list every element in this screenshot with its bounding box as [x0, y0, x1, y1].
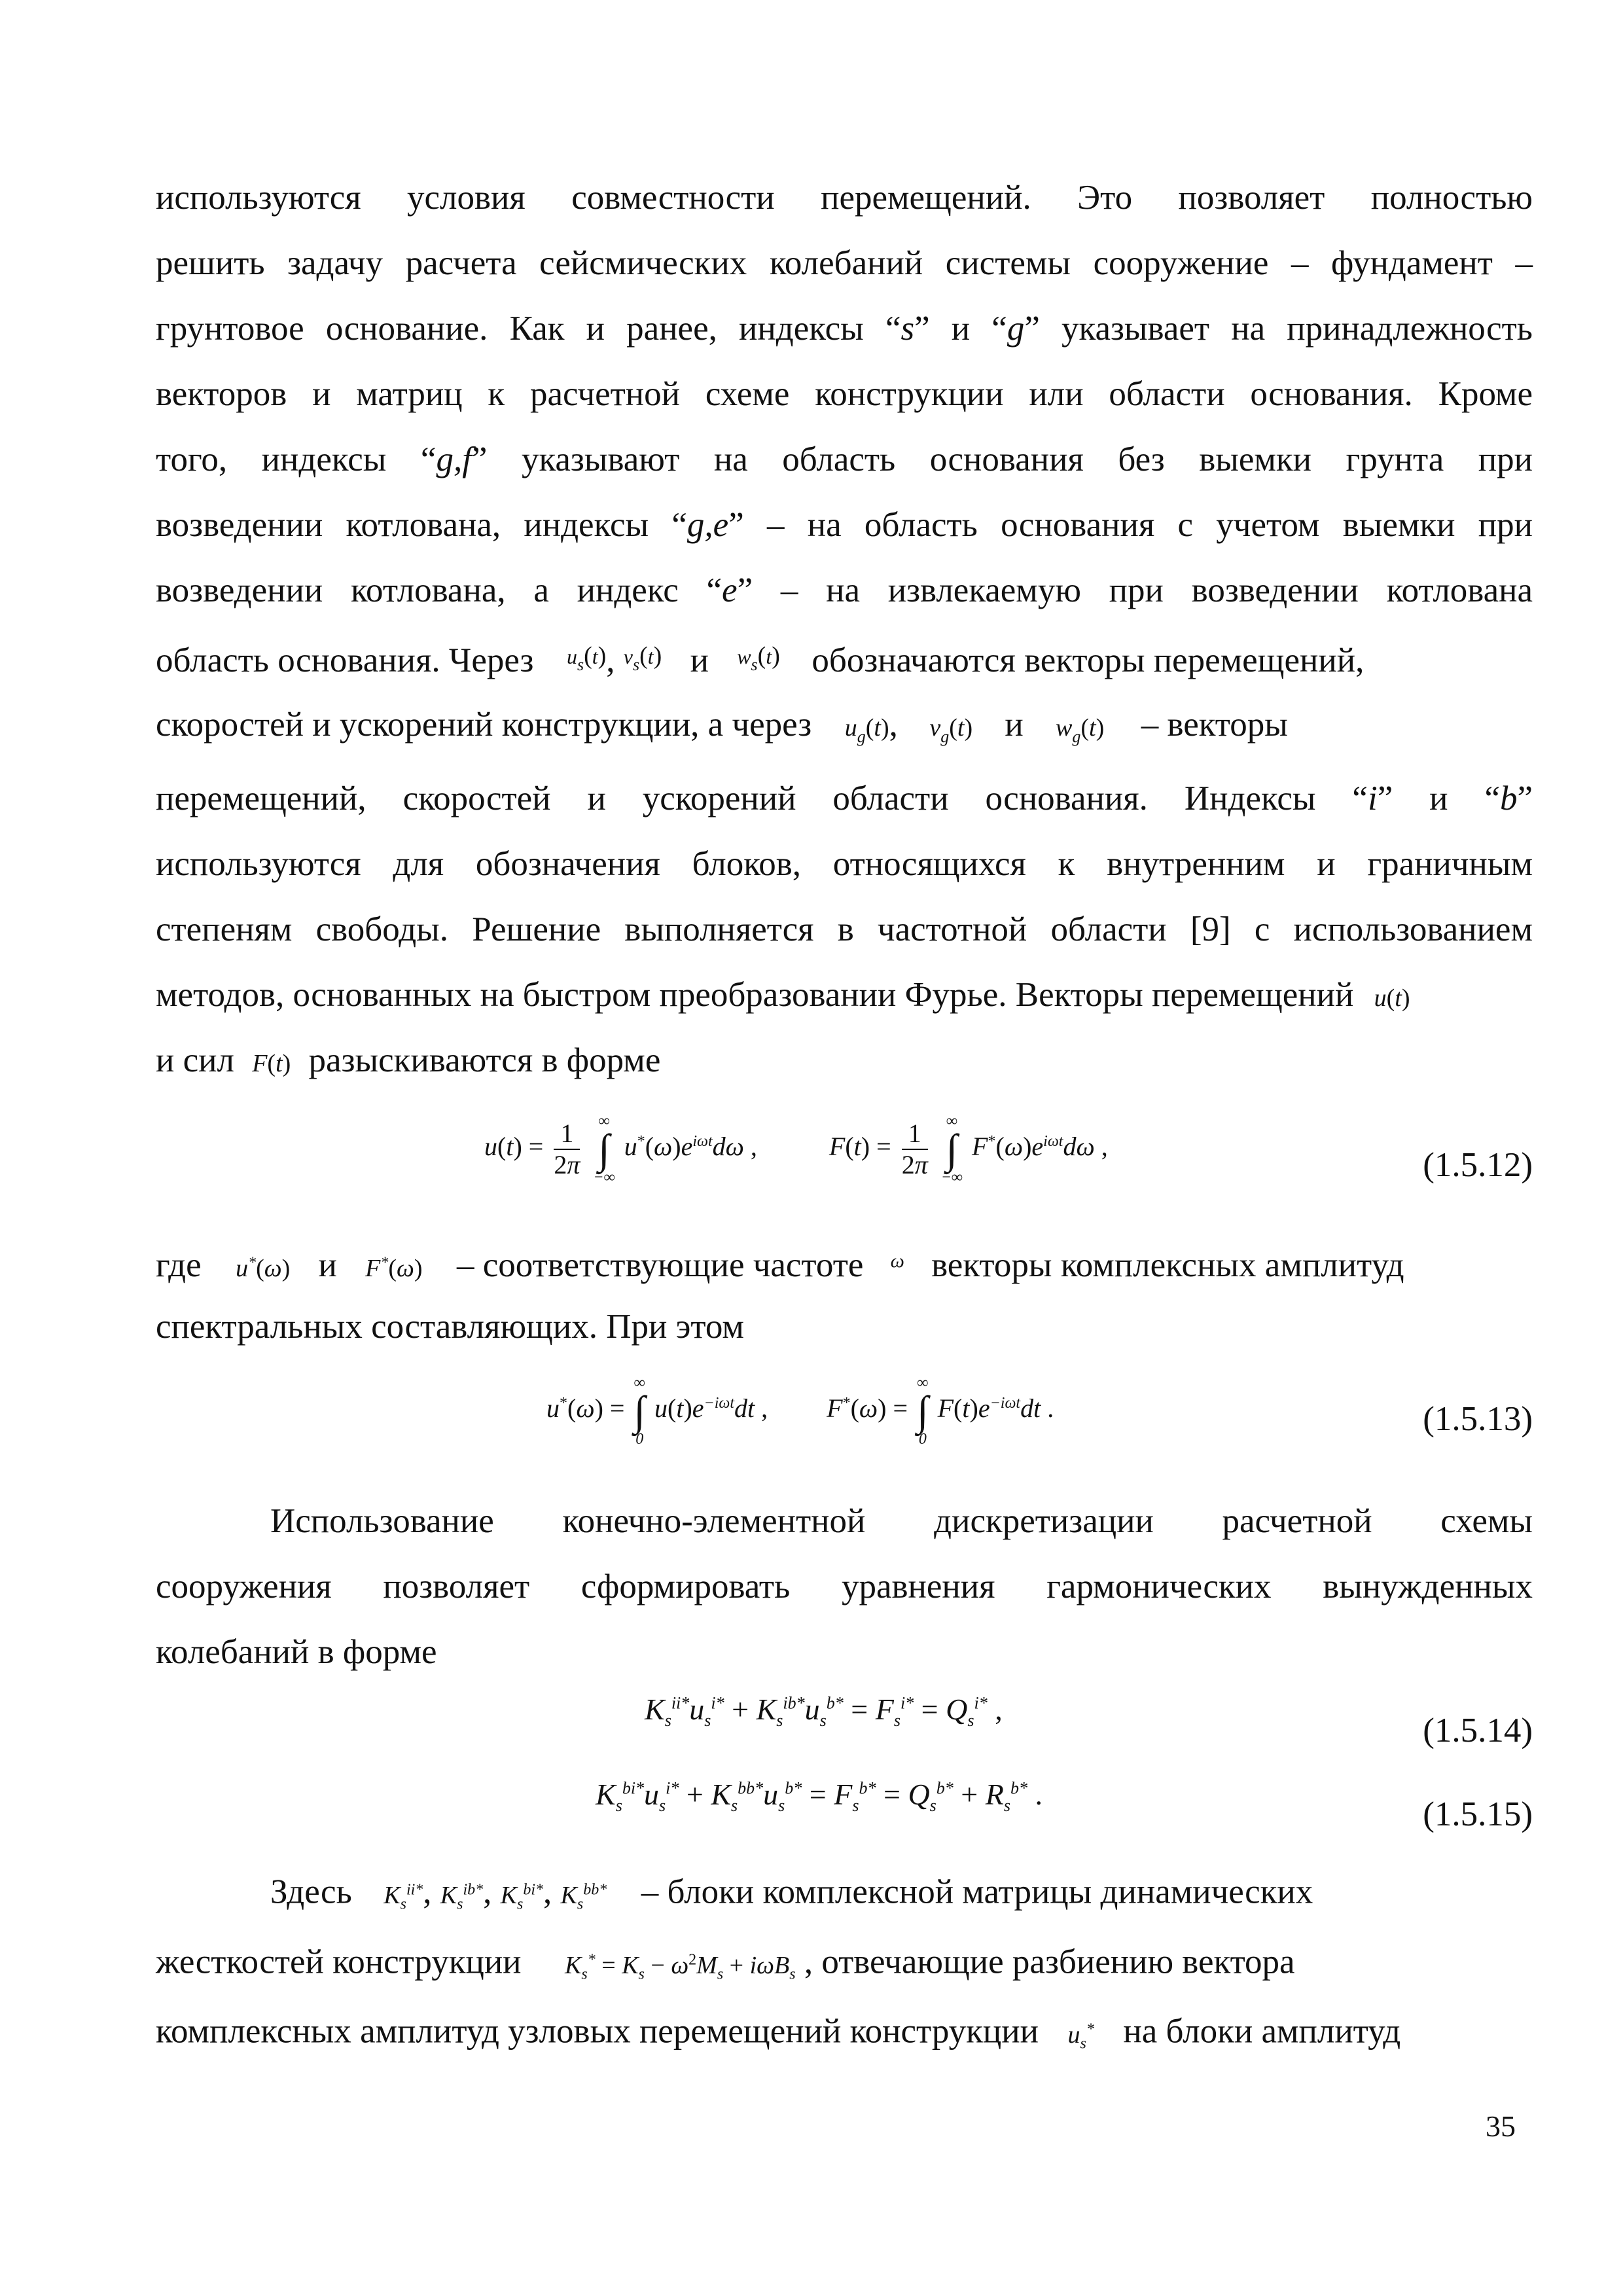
text-line-6: возведении котлована, индексы “g,e” – на область основания с учетом выемки при	[156, 506, 1533, 544]
equation-number-1-5-12: (1.5.12)	[1423, 1146, 1533, 1184]
math-K-bi: $K_s^{bi*}$	[500, 1881, 544, 1913]
text-line-14: и сил F(t) разыскиваются в форме	[156, 1041, 661, 1079]
text-line-16: спектральных составляющих. При этом	[156, 1308, 744, 1346]
equation-1-5-14: $K_s^{ii*}u_s^{i*} + K_s^{ib*}u_s^{b*} = F_s^{i*} = Q_s^{i*}$ ,	[645, 1693, 1003, 1731]
math-us: us(t)	[566, 642, 607, 674]
text-line-8: область основания. Через $^{u_s(t)}$, $^{v_s(t)}$ и $^{w_s(t)}$ обозначаются векторы перемещений,	[156, 641, 1364, 679]
math-K-star-definition: $K_s^* = K_s - \omega^2M_s + i\omega B_s$	[565, 1951, 796, 1983]
math-F-star-omega: F*(ω)	[365, 1254, 423, 1282]
text-line-15: где u*(ω) и F*(ω) – соответствующие частоте $^\omega$ векторы комплексных амплитуд	[156, 1246, 1404, 1284]
text-line-17: Использование конечно-элементной дискретизации расчетной схемы	[270, 1502, 1533, 1540]
math-vs: vs(t)	[623, 642, 662, 674]
math-K-bb: $K_s^{bb*}$	[560, 1881, 607, 1913]
math-K-ib: $K_s^{ib*}$	[440, 1881, 484, 1913]
text-line-21: жесткостей конструкции $K_s^* = K_s - \omega^2M_s + i\omega B_s$ , отвечающие разбиению вектора	[156, 1943, 1295, 1983]
text-line-11: используются для обозначения блоков, относящихся к внутренним и граничным	[156, 845, 1533, 883]
text-line-9: скоростей и ускорений конструкции, а через $u_g(t)$, $v_g(t)$ и $w_g(t)$ – векторы	[156, 706, 1288, 746]
text-line-2: решить задачу расчета сейсмических колебаний системы сооружение – фундамент –	[156, 244, 1533, 282]
text-line-10: перемещений, скоростей и ускорений области основания. Индексы “i” и “b”	[156, 780, 1533, 817]
equation-number-1-5-15: (1.5.15)	[1423, 1795, 1533, 1833]
text-line-18: сооружения позволяет сформировать уравнения гармонических вынужденных	[156, 1568, 1533, 1605]
text-line-12: степеням свободы. Решение выполняется в частотной области [9] с использованием	[156, 910, 1533, 948]
math-ws: ws(t)	[737, 642, 780, 674]
text-line-7: возведении котлована, а индекс “e” – на извлекаемую при возведении котлована	[156, 571, 1533, 609]
text-line-13: методов, основанных на быстром преобразовании Фурье. Векторы перемещений u(t)	[156, 976, 1410, 1014]
text-line-19: колебаний в форме	[156, 1633, 437, 1671]
math-ug: $u_g(t)$	[844, 714, 889, 746]
math-omega: ω	[890, 1250, 904, 1272]
math-u-star-omega: u*(ω)	[236, 1254, 291, 1282]
math-K-ii: $K_s^{ii*}$	[383, 1881, 423, 1913]
equation-1-5-15: $K_s^{bi*}u_s^{i*} + K_s^{bb*}u_s^{b*} = F_s^{b*} = Q_s^{b*} + R_s^{b*}$ .	[596, 1778, 1043, 1816]
text-line-3: грунтовое основание. Как и ранее, индексы “s” и “g” указывает на принадлежность	[156, 310, 1533, 348]
equation-1-5-13: u*(ω) = ∞ ∫ 0 $u(t)e^{-i\omega t}dt$ , F*(ω) = ∞ ∫ 0 $F(t)e^{-i\omega t}dt$ .	[546, 1374, 1054, 1448]
text-line-5: того, индексы “g,f” указывают на область основания без выемки грунта при	[156, 440, 1533, 478]
math-vg: $v_g(t)$	[929, 714, 973, 746]
equation-number-1-5-14: (1.5.14)	[1423, 1712, 1533, 1749]
math-us-star: $u_s^*$	[1067, 2020, 1094, 2053]
equation-1-5-12: u(t) = $\frac{1}{2\pi}$ ∞ ∫ −∞ $u^*(\omega)e^{i\omega t}d\omega$ , F(t) = $\frac{1}{2\pi}$ ∞ ∫ −∞ $F^*(\omega)e^{i\omega t}d\omega$ ,	[484, 1113, 1108, 1186]
equation-number-1-5-13: (1.5.13)	[1423, 1400, 1533, 1438]
text-line-1: используются условия совместности перемещений. Это позволяет полностью	[156, 179, 1533, 217]
text-line-20: Здесь $K_s^{ii*}$, $K_s^{ib*}$, $K_s^{bi*}$, $K_s^{bb*}$ – блоки комплексной матрицы динамических	[270, 1873, 1313, 1913]
math-F-t: F(t)	[252, 1050, 291, 1077]
page-number: 35	[1486, 2109, 1516, 2143]
math-wg: $w_g(t)$	[1056, 714, 1105, 746]
text-line-22: комплексных амплитуд узловых перемещений конструкции $u_s^*$ на блоки амплитуд	[156, 2012, 1401, 2053]
text-line-4: векторов и матриц к расчетной схеме конструкции или области основания. Кроме	[156, 375, 1533, 413]
math-u-t: u(t)	[1374, 984, 1410, 1012]
